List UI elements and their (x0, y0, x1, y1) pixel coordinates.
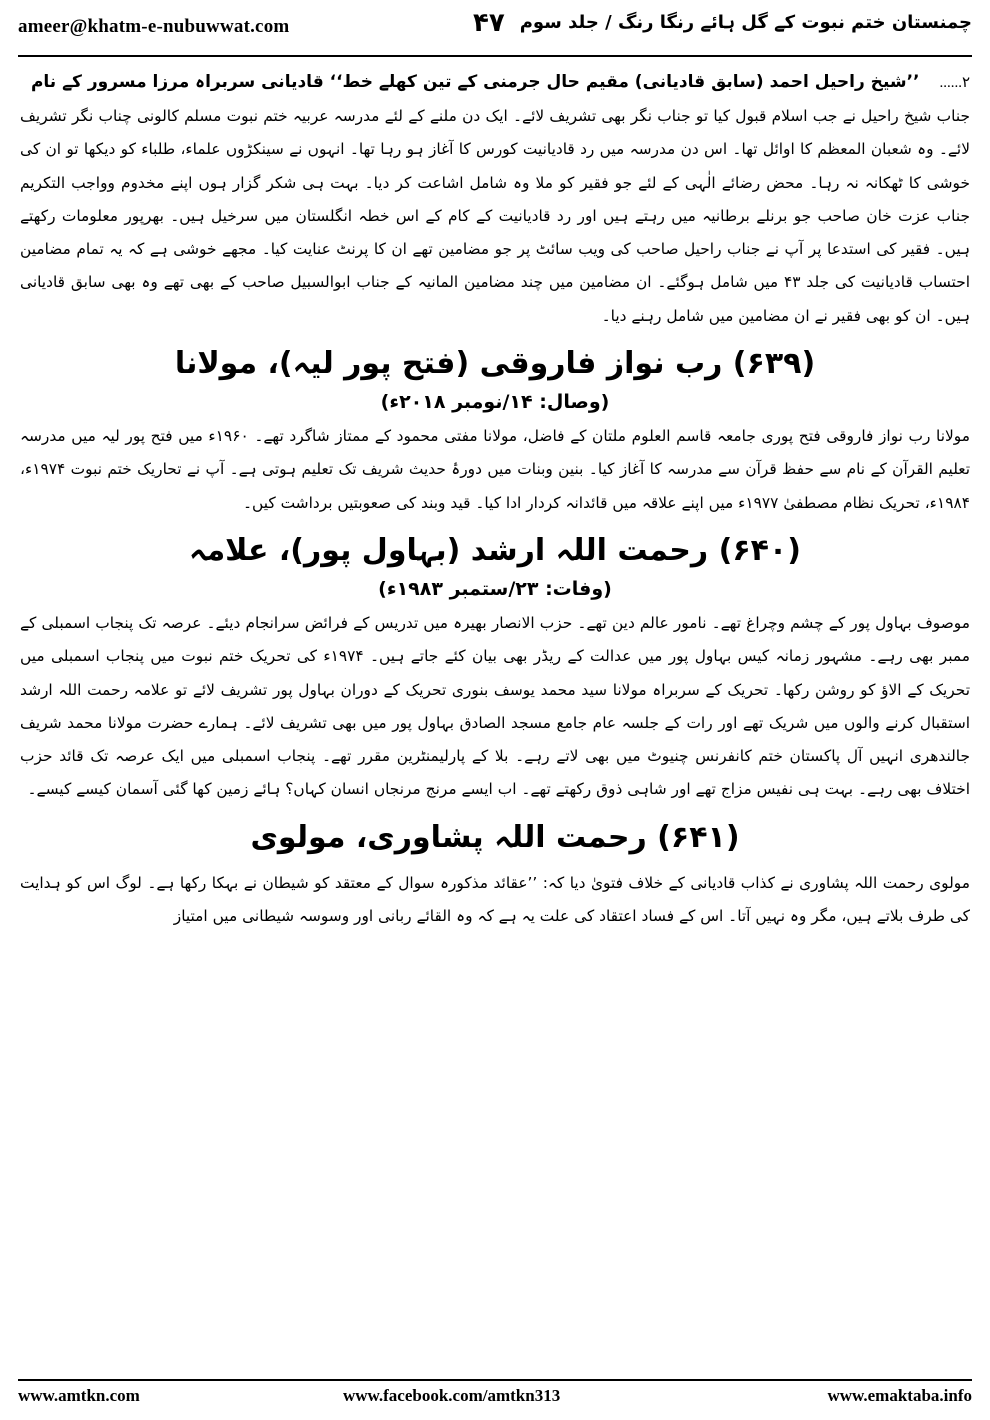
section-date-640: (وفات: ۲۳/ستمبر ۱۹۸۳ء) (378, 577, 612, 600)
footer-link-emaktaba[interactable]: www.emaktaba.info (827, 1386, 972, 1405)
item-heading-row (20, 66, 970, 100)
section-title-641: (۶۴۱) رحمت اللہ پشاوری، مولوی (250, 819, 740, 855)
page-body (20, 66, 970, 933)
footer-link-facebook[interactable]: www.facebook.com/amtkn313 (343, 1386, 561, 1405)
book-title: چمنستان ختم نبوت کے گل ہائے رنگا رنگ / جلد سوم (519, 12, 972, 33)
header-email[interactable]: ameer@khatm-e-nubuwwat.com (18, 16, 290, 37)
section-date-639: (وصال: ۱۴/نومبر ۲۰۱۸ء) (380, 391, 610, 414)
header-divider (18, 55, 972, 57)
section-body-641: مولوی رحمت اللہ پشاوری نے کذاب قادیانی کے خلاف فتویٰ دیا کہ: ’’عقائد مذکورہ سوال کے معتقد کو شیطان نے بہکا رکھا ہے۔ لوگ اس کو ہدایت کی طرف بلاتے ہیں، مگر وہ نہیں آتا۔ اس کے فساد اعتقاد کی علت یہ ہے کہ وہ القائے ربانی اور وسوسہ شیطانی میں امتیاز (20, 873, 970, 926)
section-body-640: موصوف بہاول پور کے چشم وچراغ تھے۔ نامور عالم دین تھے۔ حزب الانصار بھیرہ میں تدریس کے فرائض سرانجام دیئے۔ عرصہ تک پنجاب اسمبلی کے ممبر بھی رہے۔ مشہور زمانہ کیس بہاول پور میں عدالت کے ریڈر بھی بیان کئے جاتے ہیں۔ ۱۹۷۴ء کی تحریک ختم نبوت میں پنجاب اسمبلی میں تحریک کے الاؤ کو روشن رکھا۔ تحریک کے سربراہ مولانا سید محمد یوسف بنوری تحریک کے دوران بہاول پور تشریف لائے تو علامہ رحمت اللہ ارشد استقبال کرنے والوں میں شریک تھے اور رات کے جلسہ عام جامع مسجد الصادق بہاول پور میں بھی تشریف لائے۔ ہمارے حضرت مولانا محمد شریف جالندھری انہیں آل پاکستان ختم کانفرنس چنیوٹ میں بھی لاتے رہے۔ بلا کے پارلیمنٹرین مقرر تھے۔ پنجاب اسمبلی میں ایک عرصہ تک قائد حزب اختلاف بھی رہے۔ بہت ہی نفیس مزاج تھے اور شاہی ذوق رکھتے تھے۔ اب ایسے مرنج مرنجاں انسان کہاں؟ ہائے زمین کھا گئی آسمان کیسے کیسے۔ (20, 613, 971, 799)
section-body-639: مولانا رب نواز فاروقی فتح پوری جامعہ قاسم العلوم ملتان کے فاضل، مولانا مفتی محمود کے ممتاز شاگرد تھے۔ ۱۹۶۰ء میں فتح پور لیہ میں مدرسہ تعلیم القرآن کے نام سے حفظ قرآن سے مدرسہ کا آغاز کیا۔ بنین وبنات میں دورۂ حدیث شریف تک تعلیم ہوتی ہے۔ آپ نے تحاریک ختم نبوت ۱۹۷۴ء، ۱۹۸۴ء، تحریک نظام مصطفیٰ ۱۹۷۷ء میں اپنے علاقہ میں قائدانہ کردار ادا کیا۔ قید وبند کی صعوبتیں برداشت کیں۔ (20, 427, 970, 512)
footer-divider (18, 1379, 972, 1381)
page-header (18, 8, 972, 52)
item-heading: ’’شیخ راحیل احمد (سابق قادیانی) مقیم حال جرمنی کے تین کھلے خط‘‘ قادیانی سربراہ مرزا مسرور کے نام (30, 72, 920, 92)
footer-link-amtkn[interactable]: www.amtkn.com (18, 1386, 140, 1405)
intro-paragraph: جناب شیخ راحیل نے جب اسلام قبول کیا تو جناب نگر بھی تشریف لائے۔ ایک دن ملنے کے لئے مدرسہ عربیہ ختم نبوت مسلم کالونی چناب نگر تشریف لائے۔ وہ شعبان المعظم کا اوائل تھا۔ اس دن مدرسہ میں رد قادیانیت کورس کا آغاز ہو رہا تھا۔ انہوں نے سینکڑوں علماء، طلباء کو دیکھا تو ان کی خوشی کا ٹھکانہ نہ رہا۔ محض رضائے الٰہی کے لئے جو فقیر کو ملا وہ شامل اشاعت کر دیا۔ بہت ہی شکر گزار ہوں اپنے مخدوم وواجب التکریم جناب عزت خان صاحب جو برنلے برطانیہ میں رہتے ہیں اور رد قادیانیت کے کام کے اس خطہ انگلستان میں سرخیل ہیں۔ بھرپور معلومات رکھتے ہیں۔ فقیر کی استدعا پر آپ نے جناب راحیل صاحب کی ویب سائٹ پر جو مضامین تھے ان کا پرنٹ عنایت کیا۔ مجھے خوشی ہے کہ یہ تمام مضامین احتساب قادیانیت کی جلد ۴۳ میں شامل ہوگئے۔ ان مضامین میں چند مضامین المانیہ کے جناب ابوالسبیل صاحب کے بھی تھے وہ بھی سابق قادیانی ہیں۔ ان کو بھی فقیر نے ان مضامین میں شامل رہنے دیا۔ (20, 107, 970, 325)
page-number: ۴۷ (473, 8, 505, 38)
item-number: ۲...... (939, 75, 970, 91)
section-title-640: (۶۴۰) رحمت اللہ ارشد (بہاول پور)، علامہ (189, 532, 801, 568)
section-title-639: (۶۳۹) رب نواز فاروقی (فتح پور لیہ)، مولانا (174, 346, 816, 382)
page-footer (18, 1386, 972, 1412)
